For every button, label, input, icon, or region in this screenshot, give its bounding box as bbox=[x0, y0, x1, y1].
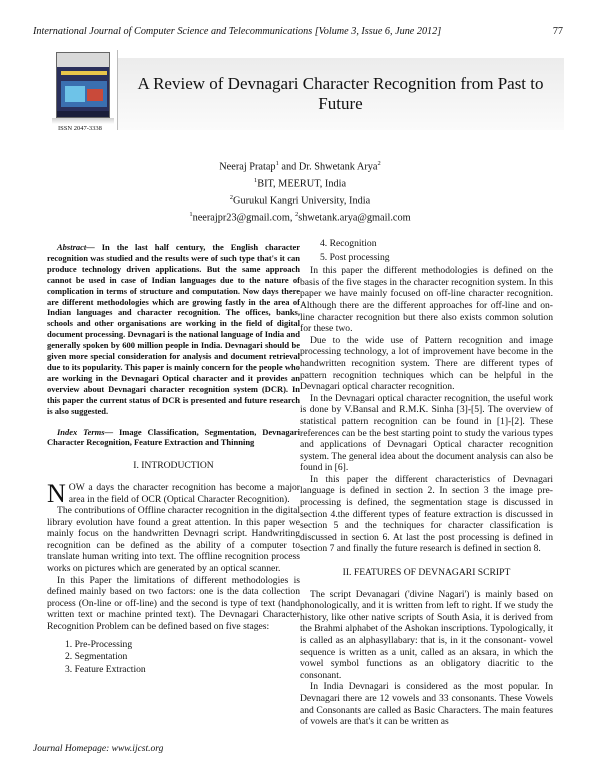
section-heading-features: II. FEATURES OF DEVNAGARI SCRIPT bbox=[342, 567, 511, 579]
intro-paragraph-1: NOW a days the character recognition has become a major area in the field of OCR (Optical Character Recognition). bbox=[47, 478, 300, 508]
drop-cap: N bbox=[47, 478, 66, 508]
body-paragraph: In India Devnagari is considered as the most popular. In Devnagari there are 12 vowels and 33 consonants. These Vowels and Consonants are called as Basic Characters. The main features of vowels are that's it can be written as bbox=[300, 681, 553, 728]
right-column bbox=[300, 238, 553, 728]
left-column bbox=[47, 242, 300, 676]
section-heading-introduction: I. INTRODUCTION bbox=[133, 460, 214, 472]
list-item: 1. Pre-Processing bbox=[65, 638, 133, 650]
page-number: 77 bbox=[552, 26, 563, 37]
body-paragraph: In this paper the different methodologies is defined on the basis of the five stages in the character recognition system. In this paper we have mainly focused on off-line character recognition. Although there are the different approaches for off-line and on-line character recognition but there also exists common solution for these two. bbox=[300, 265, 553, 335]
body-paragraph: The script Devanagari ('divine Nagari') is mainly based on phonologically, and it is written from left to right. If we study the history, like other native scripts of South Asia, it is derived from the Brahmi alphabet of the Ashokan inscriptions. Typologically, it is called as an alphasyllabary: that is, in it the consonant- vowel sequence is written as a unit, called as an aksara, in which the vowel symbol functions as an obligatory diacritic to the consonant. bbox=[300, 588, 553, 681]
intro-paragraph-2: The contributions of Offline character recognition in the digital library evolution have found a great attention. In this paper we mainly focus on the handwritten Devnagri script. Handwriting recognition can be defined as the ability of a computer to translate human writing into text. The offline recognition process works on pictures which are generated by an optical scanner. bbox=[47, 505, 300, 575]
stages-list-continued bbox=[300, 238, 553, 263]
index-terms: Index Terms— Image Classification, Segmentation, Devnagari Character Recognition, Feature Extraction and Thinning bbox=[47, 426, 300, 448]
journal-name: International Journal of Computer Science and Telecommunications [Volume 3, Issue 6, June 2012] bbox=[33, 26, 442, 37]
running-header bbox=[33, 26, 563, 37]
affiliation-1: $^1$BIT, MEERUT, India bbox=[253, 176, 347, 190]
abstract: Abstract— In the last half century, the English character recognition was studied and the results were of such type that's it can produce technology driven applications. But the same approach cannot be used in case of Indian languages due to the nature of complication in terms of structure and computation. Now days there are different methodologies which are growing fastly in the area of Indian languages and character recognition. The offices, banks, schools and other organisations are working in the field of digital document processing. Devnagari is the national language of India and generally spoken by 600 million people in India. Devnagari should be given more special consideration for analysis and document retrieval due to its popularity. This paper is mainly concern for the people who are working in the Devnagari Optical character and it provides an overview about Devnagari character recognition system (DCR). In this paper the current status of DCR is presented and future research is also suggested. bbox=[47, 242, 300, 416]
paper-title: A Review of Devnagari Character Recognition from Past to Future bbox=[137, 74, 544, 113]
list-item: 5. Post processing bbox=[320, 251, 390, 263]
stages-list bbox=[47, 639, 300, 676]
author-block bbox=[150, 157, 450, 225]
issn: ISSN 2047-3338 bbox=[58, 125, 102, 132]
list-item: 4. Recognition bbox=[320, 238, 377, 249]
body-paragraph: In this paper the different characteristics of Devnagari language is defined in section 2. In section 3 the image pre-processing is defined, the segmentation stage is discussed in section 4.the different types of feature extraction is discussed in section 5 and the techniques for character classification is discussed in section 6. At last the post processing is defined in section 7 and finally the future research is defined in section 8. bbox=[300, 473, 553, 555]
body-paragraph: In the Devnagari optical character recognition, the useful work is done by V.Bansal and R.M.K. Sinha [3]-[5]. The overview of statistical pattern recognition can be found in [1]-[2]. These references can be the best starting point to study the various types and applications of Devnagari Optical character recognition system. The general idea about the document analysis can also be found in [6]. bbox=[300, 392, 553, 474]
journal-homepage: Journal Homepage: www.ijcst.org bbox=[33, 744, 164, 754]
list-item: 2. Segmentation bbox=[65, 651, 128, 663]
author-emails: $^1$neerajpr23@gmail.com, $^2$shwetank.arya@gmail.com bbox=[189, 210, 411, 224]
author-names: Neeraj Pratap$^1$ and Dr. Shwetank Arya$^2$ bbox=[219, 160, 381, 173]
affiliation-2: $^2$Gurukul Kangri University, India bbox=[229, 193, 371, 207]
cover-shelf bbox=[52, 118, 114, 124]
body-paragraph: Due to the wide use of Pattern recognition and image processing technology, a lot of improvement have become in the handwritten recognition system. There are different types of pattern recognition techniques which can be helpful in the Devnagari optical character recognition. bbox=[300, 334, 553, 393]
journal-cover-image bbox=[56, 52, 110, 118]
list-item: 3. Feature Extraction bbox=[65, 663, 146, 675]
intro-paragraph-3: In this Paper the limitations of different methodologies is defined mainly based on two factors: one is the data collection process (On-line or off-line) and the second is type of text (hand written text or machine printed text). The Devnagari Character Recognition Problem can be defined based on five stages: bbox=[47, 574, 300, 633]
